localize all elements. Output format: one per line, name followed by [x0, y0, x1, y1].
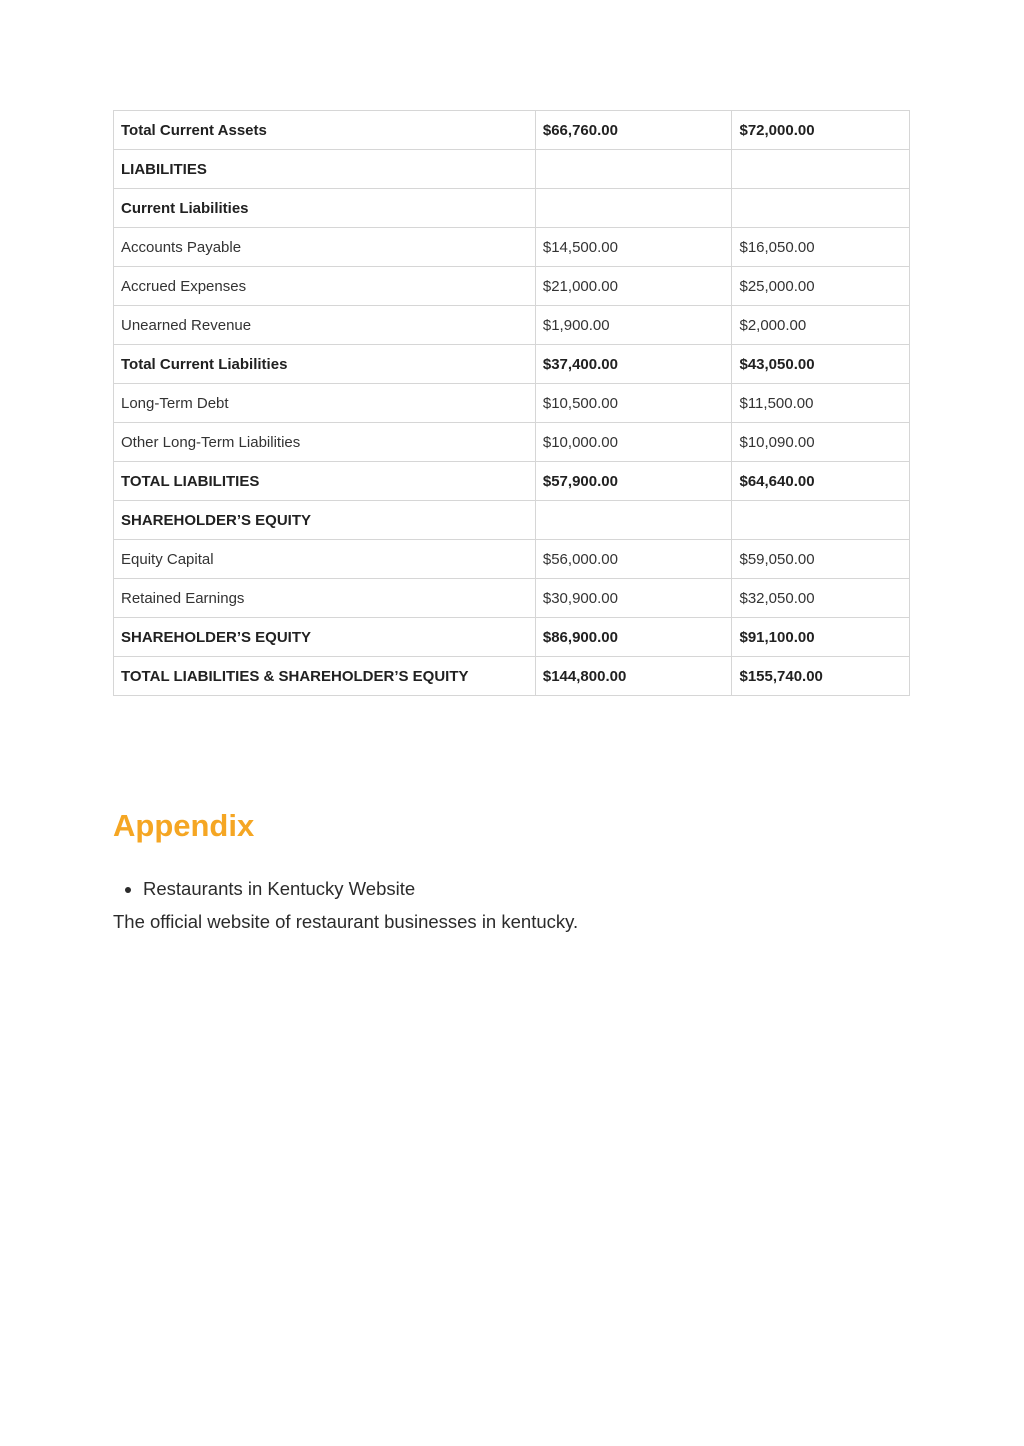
row-value-cell: $86,900.00	[535, 618, 732, 657]
table-row	[114, 228, 910, 267]
table-row	[114, 306, 910, 345]
row-label-cell: Total Current Assets	[114, 111, 536, 150]
row-value-cell: $14,500.00	[535, 228, 732, 267]
row-label-cell: SHAREHOLDER’S EQUITY	[114, 501, 536, 540]
row-value-cell: $11,500.00	[732, 384, 910, 423]
row-label-cell: Unearned Revenue	[114, 306, 536, 345]
row-value-cell: $2,000.00	[732, 306, 910, 345]
table-row	[114, 150, 910, 189]
balance-sheet-table-body	[114, 111, 910, 696]
row-label-cell: Retained Earnings	[114, 579, 536, 618]
appendix-paragraph: The official website of restaurant businesses in kentucky.	[113, 910, 579, 932]
table-row	[114, 618, 910, 657]
row-value-cell: $59,050.00	[732, 540, 910, 579]
row-value-cell: $10,000.00	[535, 423, 732, 462]
table-row	[114, 267, 910, 306]
row-value-cell	[535, 150, 732, 189]
row-value-cell: $30,900.00	[535, 579, 732, 618]
row-value-cell: $25,000.00	[732, 267, 910, 306]
row-label-cell: Accrued Expenses	[114, 267, 536, 306]
row-value-cell: $91,100.00	[732, 618, 910, 657]
row-value-cell: $16,050.00	[732, 228, 910, 267]
appendix-list-item: • Restaurants in Kentucky Website	[143, 878, 910, 900]
table-row	[114, 657, 910, 696]
row-label-cell: Other Long-Term Liabilities	[114, 423, 536, 462]
row-label-cell: Total Current Liabilities	[114, 345, 536, 384]
table-row	[114, 501, 910, 540]
row-value-cell: $32,050.00	[732, 579, 910, 618]
row-value-cell: $43,050.00	[732, 345, 910, 384]
row-label-cell: Long-Term Debt	[114, 384, 536, 423]
row-value-cell: $64,640.00	[732, 462, 910, 501]
row-value-cell: $155,740.00	[732, 657, 910, 696]
table-row	[114, 540, 910, 579]
row-value-cell: $1,900.00	[535, 306, 732, 345]
row-label-cell: TOTAL LIABILITIES & SHAREHOLDER’S EQUITY	[114, 657, 536, 696]
row-value-cell	[732, 150, 910, 189]
row-value-cell	[535, 501, 732, 540]
row-label-cell: Current Liabilities	[114, 189, 536, 228]
row-value-cell: $66,760.00	[535, 111, 732, 150]
balance-sheet-table	[113, 110, 910, 696]
row-value-cell	[732, 189, 910, 228]
row-label-cell: TOTAL LIABILITIES	[114, 462, 536, 501]
table-row	[114, 579, 910, 618]
table-row	[114, 189, 910, 228]
row-value-cell: $37,400.00	[535, 345, 732, 384]
table-row	[114, 423, 910, 462]
row-value-cell: $10,090.00	[732, 423, 910, 462]
appendix-heading: Appendix	[113, 808, 255, 843]
row-label-cell: SHAREHOLDER’S EQUITY	[114, 618, 536, 657]
table-row	[114, 345, 910, 384]
row-value-cell	[535, 189, 732, 228]
row-value-cell: $56,000.00	[535, 540, 732, 579]
row-value-cell	[732, 501, 910, 540]
row-value-cell: $72,000.00	[732, 111, 910, 150]
row-value-cell: $10,500.00	[535, 384, 732, 423]
row-value-cell: $144,800.00	[535, 657, 732, 696]
row-value-cell: $57,900.00	[535, 462, 732, 501]
table-row	[114, 111, 910, 150]
row-label-cell: LIABILITIES	[114, 150, 536, 189]
row-label-cell: Equity Capital	[114, 540, 536, 579]
table-row	[114, 462, 910, 501]
appendix-list	[113, 878, 910, 900]
table-row	[114, 384, 910, 423]
row-value-cell: $21,000.00	[535, 267, 732, 306]
row-label-cell: Accounts Payable	[114, 228, 536, 267]
